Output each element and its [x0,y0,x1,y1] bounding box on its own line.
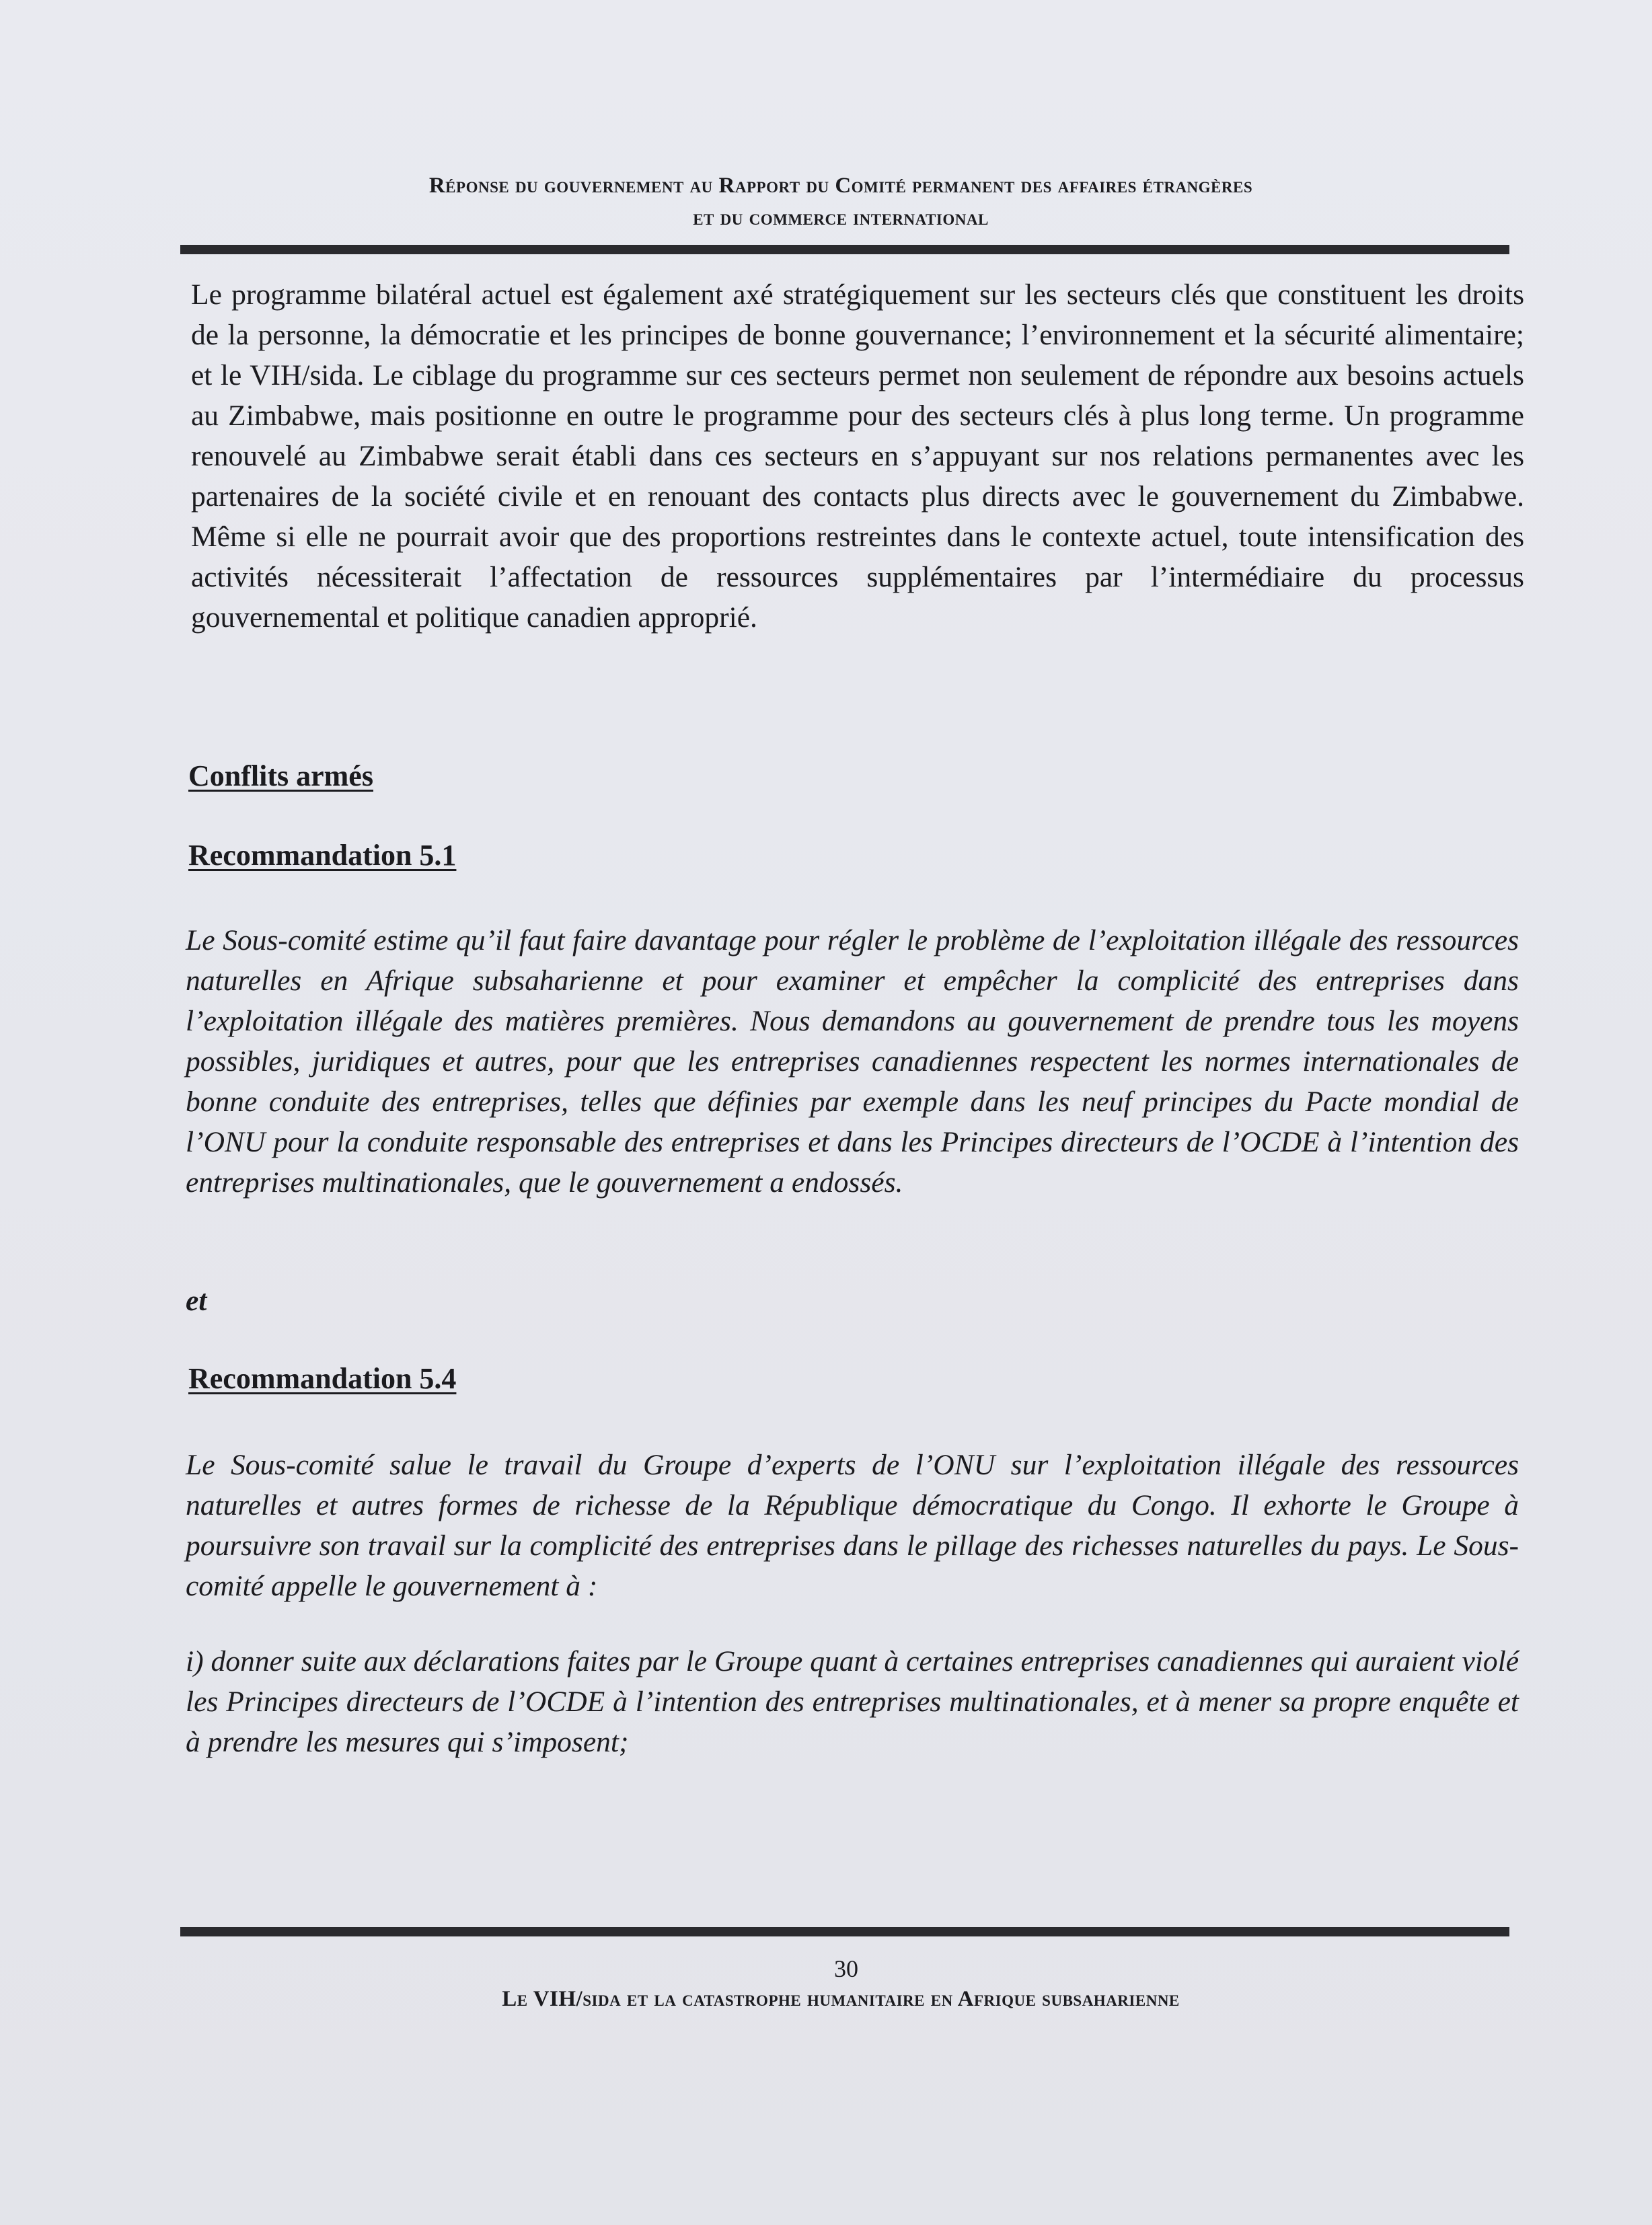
body-paragraph: Le programme bilatéral actuel est également axé stratégiquement sur les secteurs clés que constituent les droits de la personne, la démocratie et les principes de bonne gouvernance; l’environnement et la sécurité alimentaire; et le VIH/sida. Le ciblage du programme sur ces secteurs permet non seulement de répondre aux besoins actuels au Zimbabwe, mais positionne en outre le programme pour des secteurs clés à plus long terme. Un programme renouvelé au Zimbabwe serait établi dans ces secteurs en s’appuyant sur nos relations permanentes avec les partenaires de la société civile et en renouant des contacts plus directs avec le gouvernement du Zimbabwe. Même si elle ne pourrait avoir que des proportions restreintes dans le contexte actuel, toute intensification des activités nécessiterait l’affectation de ressources supplémentaires par l’intermédiaire du processus gouvernemental et politique canadien approprié. [191,278,1524,634]
section-heading-conflits: Conflits armés [188,759,373,792]
recommendation-5-4-item-i: i) donner suite aux déclarations faites par le Groupe quant à certaines entreprises canadiennes qui auraient violé les Principes directeurs de l’OCDE à l’intention des entreprises multinationales, et à mener sa propre enquête et à prendre les mesures qui s’imposent; [186,1645,1519,1758]
page-number: 30 [834,1955,858,1982]
header-rule [180,245,1509,254]
recommendation-5-1-text: Le Sous-comité estime qu’il faut faire davantage pour régler le problème de l’exploitation illégale des ressources naturelles en Afrique subsaharienne et pour examiner et empêcher la complicité des entreprises dans l’exploitation illégale des matières premières. Nous demandons au gouvernement de prendre tous les moyens possibles, juridiques et autres, pour que les entreprises canadiennes respectent les normes internationales de bonne conduite des entreprises, telles que définies par exemple dans les neuf principes du Pacte mondial de l’ONU pour la conduite responsable des entreprises et dans les Principes directeurs de l’OCDE à l’intention des entreprises multinationales, que le gouvernement a endossés. [186,924,1519,1199]
running-footer: Le VIH/sida et la catastrophe humanitaire en Afrique subsaharienne [502,1987,1180,2011]
header-line-2: et du commerce international [693,206,989,230]
recommendation-5-1-heading: Recommandation 5.1 [188,839,457,872]
footer-rule [180,1927,1509,1936]
running-header [175,169,1507,234]
recommendation-5-4-heading: Recommandation 5.4 [188,1362,457,1395]
recommendation-5-4-text: Le Sous-comité salue le travail du Groupe d’experts de l’ONU sur l’exploitation illégale des ressources naturelles et autres formes de richesse de la République démocratique du Congo. Il exhorte le Groupe à poursuivre son travail sur la complicité des entreprises dans le pillage des richesses naturelles du pays. Le Sous-comité appelle le gouvernement à : [186,1449,1519,1602]
conjunction-et: et [186,1285,207,1317]
header-line-1: Réponse du gouvernement au Rapport du Comité permanent des affaires étrangères [428,174,1253,198]
